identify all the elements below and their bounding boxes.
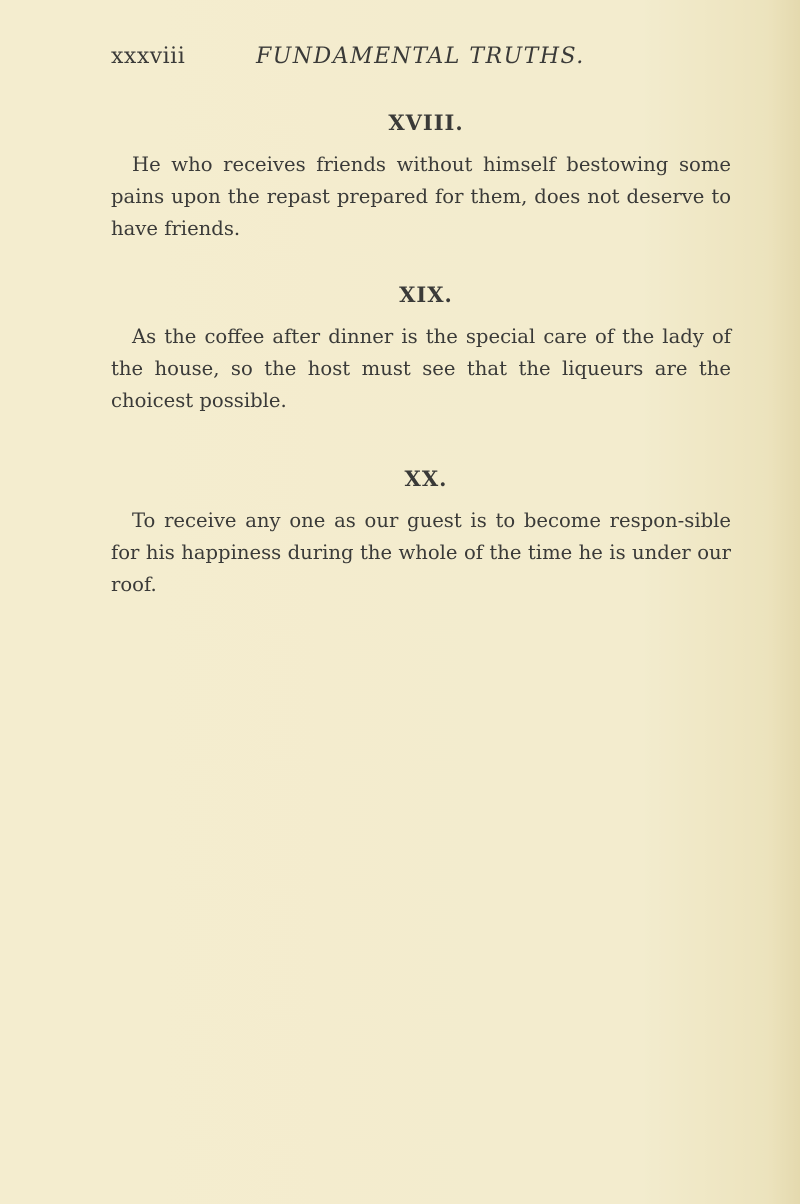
section-heading: XIX.: [399, 282, 453, 307]
page-header: [111, 44, 711, 80]
section-heading: XX.: [404, 466, 448, 491]
section-heading: XVIII.: [388, 110, 464, 135]
running-title: FUNDAMENTAL TRUTHS.: [256, 44, 585, 69]
section-text: As the coffee after dinner is the special care of the lady of the house, so the host must see that the liqueurs are the choicest possible.: [111, 325, 731, 412]
page-number: xxxviii: [111, 44, 186, 69]
section-text: He who receives friends without himself bestowing some pains upon the repast prepared for them, does not deserve to have friends.: [111, 153, 731, 240]
maxim-section: [111, 466, 731, 601]
maxim-section: [111, 110, 731, 245]
section-text: To receive any one as our guest is to become respon-sible for his happiness during the whole of the time he is under our roof.: [111, 509, 731, 596]
maxim-section: [111, 282, 731, 417]
